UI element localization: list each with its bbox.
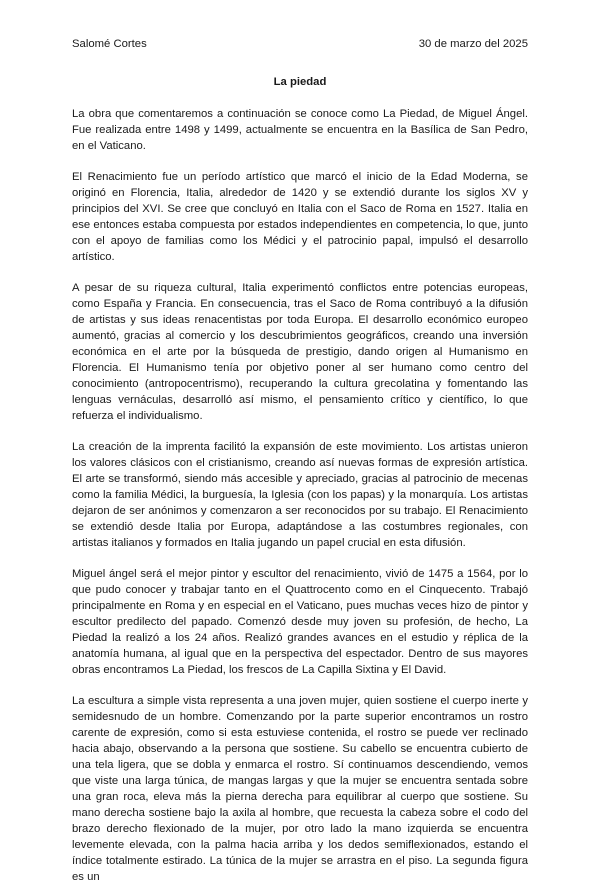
paragraph-conflictos: A pesar de su riqueza cultural, Italia experimentó conflictos entre potencias europeas, como España y Francia. En consecuencia, tras el Saco de Roma contribuyó a la difusión de artistas y sus ideas renacentistas por toda Europa. El desarrollo económico europeo aumentó, gracias al comercio y los descubrimientos geográficos, creando una inversión económica en el arte por la búsqueda de prestigio, dando origen al Humanismo en Florencia. El Humanismo tenía por objetivo poner al ser humano como centro del conocimiento (antropocentrismo), recuperando la cultura grecolatina y fomentando las lenguas vernáculas, desarrolló así mismo, el pensamiento crítico y científico, lo que refuerza el individualismo. bbox=[72, 282, 528, 422]
document-title: La piedad bbox=[273, 76, 327, 88]
paragraph-imprenta: La creación de la imprenta facilitó la expansión de este movimiento. Los artistas unieron los valores clásicos con el cristianismo, creando así nuevas formas de expresión artística. El arte se transformó, siendo más accesible y apreciado, gracias al patrocinio de mecenas como la familia Médici, la burguesía, la Iglesia (con los papas) y la monarquía. Los artistas dejaron de ser anónimos y comenzaron a ser reconocidos por su trabajo. El Renacimiento se extendió desde Italia por Europa, adaptándose a las costumbres regionales, con artistas italianos y formados en Italia jugando un papel crucial en esta difusión. bbox=[72, 441, 528, 549]
page-header bbox=[72, 36, 528, 52]
paragraph-miguel-angel: Miguel ángel será el mejor pintor y escultor del renacimiento, vivió de 1475 a 1564, por lo que pudo conocer y trabajar tanto en el Quattrocento como en el Cinquecento. Trabajó principalmente en Roma y en especial en el Vaticano, pues muchas veces hizo de pintor y escultor predilecto del papado. Comenzó desde muy joven su profesión, de hecho, La Piedad la realizó a los 24 años. Realizó grandes avances en el estudio y réplica de la anatomía humana, al igual que en la perspectiva del espectador. Dentro de sus mayores obras encontramos La Piedad, los frescos de La Capilla Sixtina y El David. bbox=[72, 568, 528, 676]
paragraph-intro: La obra que comentaremos a continuación se conoce como La Piedad, de Miguel Ángel. Fue realizada entre 1498 y 1499, actualmente se encuentra en la Basílica de San Pedro, en el Vaticano. bbox=[72, 108, 528, 152]
paragraph-escultura: La escultura a simple vista representa a una joven mujer, quien sostiene el cuerpo inerte y semidesnudo de un hombre. Comenzando por la parte superior encontramos un rostro carente de expresión, como si esta estuviese contenida, el rostro se puede ver reclinado hacia abajo, observando a la persona que sostiene. Su cabello se encuentra cubierto de una tela ligera, que se dobla y enmarca el rostro. Sí continuamos descendiendo, vemos que viste una larga túnica, de mangas largas y que la mujer se encuentra sentada sobre una gran roca, eleva más la pierna derecha para equilibrar al cuerpo que sostiene. Su mano derecha sostiene bajo la axila al hombre, que recuesta la cabeza sobre el codo del brazo derecho flexionado de la mujer, por otro lado la mano izquierda se encuentra levemente elevada, con la palma hacia arriba y los dedos semiflexionados, estando el índice totalmente estirado. La túnica de la mujer se arrastra en el piso. La segunda figura es un bbox=[72, 695, 528, 883]
paragraph-renacimiento: El Renacimiento fue un período artístico que marcó el inicio de la Edad Moderna, se originó en Florencia, Italia, alrededor de 1420 y se extendió durante los siglos XV y principios del XVI. Se cree que concluyó en Italia con el Saco de Roma en 1527. Italia en ese entonces estaba compuesta por estados independientes en competencia, lo que, junto con el apoyo de familias como los Médici y el patrocinio papal, impulsó el desarrollo artístico. bbox=[72, 171, 528, 263]
author-name: Salomé Cortes bbox=[72, 38, 147, 50]
document-date: 30 de marzo del 2025 bbox=[418, 38, 528, 50]
